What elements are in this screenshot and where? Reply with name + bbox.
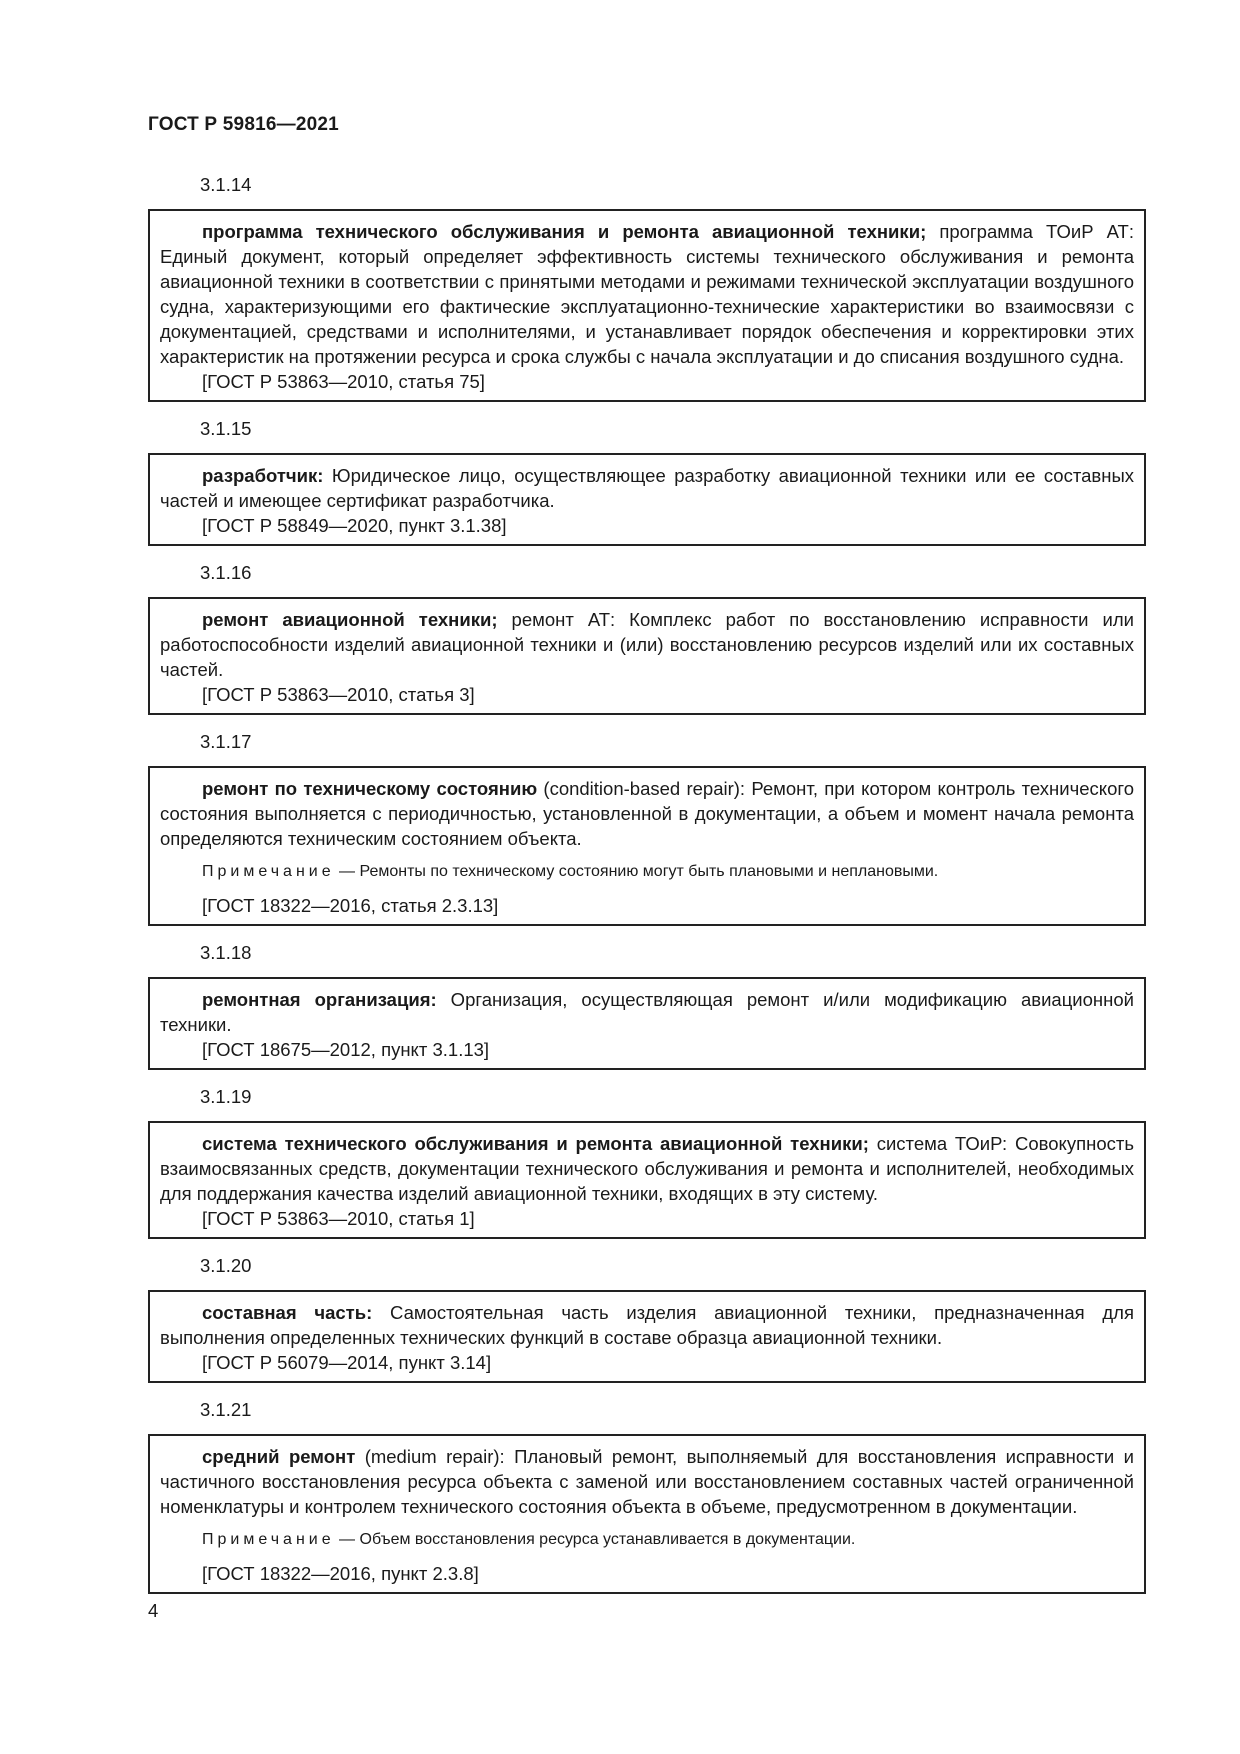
term-number: 3.1.14 (200, 174, 252, 195)
term-definition: система ТОиР: Совокупность взаимосвязанных средств, документации технического обслуживания и ремонта и исполнителей, необходимых для поддержания качества изделий авиационной техники, входящих в эту систему. (160, 1133, 1134, 1204)
term-title: ремонт по техническому состоянию (202, 778, 538, 799)
term-paragraph (160, 987, 1134, 1037)
term-source: [ГОСТ Р 58849—2020, пункт 3.1.38] (202, 515, 507, 536)
term-source: [ГОСТ 18675—2012, пункт 3.1.13] (202, 1039, 490, 1060)
term-paragraph (160, 1131, 1134, 1206)
term-definition-box (148, 1290, 1146, 1383)
term-definition: Самостоятельная часть изделия авиационной техники, предназначенная для выполнения определенных технических функций в составе образца авиационной техники. (160, 1302, 1134, 1348)
term-paragraph (160, 1444, 1134, 1519)
term-number: 3.1.15 (200, 418, 252, 439)
document-header: ГОСТ Р 59816—2021 (148, 114, 339, 135)
term-note (160, 861, 1134, 883)
term-definition-box (148, 977, 1146, 1070)
term-number: 3.1.21 (200, 1399, 252, 1420)
term-source: [ГОСТ Р 53863—2010, статья 75] (202, 371, 485, 392)
term-number: 3.1.20 (200, 1255, 252, 1276)
term-definition: Юридическое лицо, осуществляющее разработку авиационной техники или ее составных частей и имеющее сертификат разработчика. (160, 465, 1134, 511)
term-definition-box (148, 209, 1146, 402)
term-title: разработчик: (202, 465, 324, 486)
note-text: — Ремонты по техническому состоянию могут быть плановыми и неплановыми. (334, 863, 939, 880)
term-definition-box (148, 453, 1146, 546)
term-title: система технического обслуживания и ремонта авиационной техники; (202, 1133, 869, 1154)
term-paragraph (160, 607, 1134, 682)
note-text: — Объем восстановления ресурса устанавливается в документации. (334, 1531, 856, 1548)
term-definition: ремонт АТ: Комплекс работ по восстановлению исправности или работоспособности изделий авиационной техники и (или) восстановлению ресурсов изделий или их составных частей. (160, 609, 1134, 680)
term-definition: (condition-based repair): Ремонт, при котором контроль технического состояния выполняется с периодичностью, установленной в документации, а объем и момент начала ремонта определяются техническим состоянием объекта. (160, 778, 1134, 849)
term-title: ремонтная организация: (202, 989, 437, 1010)
term-number: 3.1.18 (200, 942, 252, 963)
term-number: 3.1.19 (200, 1086, 252, 1107)
term-source: [ГОСТ Р 56079—2014, пункт 3.14] (202, 1352, 492, 1373)
note-label: Примечание (202, 1531, 335, 1548)
term-title: составная часть: (202, 1302, 373, 1323)
term-paragraph (160, 776, 1134, 851)
term-title: программа технического обслуживания и ремонта авиационной техники; (202, 221, 927, 242)
terms-section (148, 172, 1146, 1608)
term-definition: программа ТОиР АТ: Единый документ, который определяет эффективность системы технического обслуживания и ремонта авиационной техники в соответствии с принятыми методами и режимами технической эксплуатации воздушного судна, характеризующими его фактические эксплуатационно-технические характеристики во взаимосвязи с документацией, средствами и исполнителями, и устанавливает порядок обеспечения и корректировки этих характеристик на протяжении ресурса и срока службы с начала эксплуатации и до списания воздушного судна. (160, 221, 1134, 367)
term-number: 3.1.17 (200, 731, 252, 752)
note-label: Примечание (202, 863, 335, 880)
term-source: [ГОСТ Р 53863—2010, статья 3] (202, 684, 475, 705)
term-definition-box (148, 597, 1146, 715)
term-title: средний ремонт (202, 1446, 356, 1467)
term-paragraph (160, 463, 1134, 513)
term-definition-box (148, 766, 1146, 926)
term-paragraph (160, 1300, 1134, 1350)
term-note (160, 1529, 1134, 1551)
term-definition: Организация, осуществляющая ремонт и/или модификацию авиационной техники. (160, 989, 1134, 1035)
term-source: [ГОСТ 18322—2016, статья 2.3.13] (202, 895, 499, 916)
term-source: [ГОСТ Р 53863—2010, статья 1] (202, 1208, 475, 1229)
term-definition-box (148, 1121, 1146, 1239)
term-title: ремонт авиационной техники; (202, 609, 498, 630)
term-definition-box (148, 1434, 1146, 1594)
term-number: 3.1.16 (200, 562, 252, 583)
term-definition: (medium repair): Плановый ремонт, выполняемый для восстановления исправности и частичного восстановления ресурса объекта с заменой или восстановлением составных частей ограниченной номенклатуры и контролем технического состояния объекта в объеме, предусмотренном в документации. (160, 1446, 1134, 1517)
page-number: 4 (148, 1600, 159, 1621)
term-source: [ГОСТ 18322—2016, пункт 2.3.8] (202, 1563, 479, 1584)
term-paragraph (160, 219, 1134, 369)
